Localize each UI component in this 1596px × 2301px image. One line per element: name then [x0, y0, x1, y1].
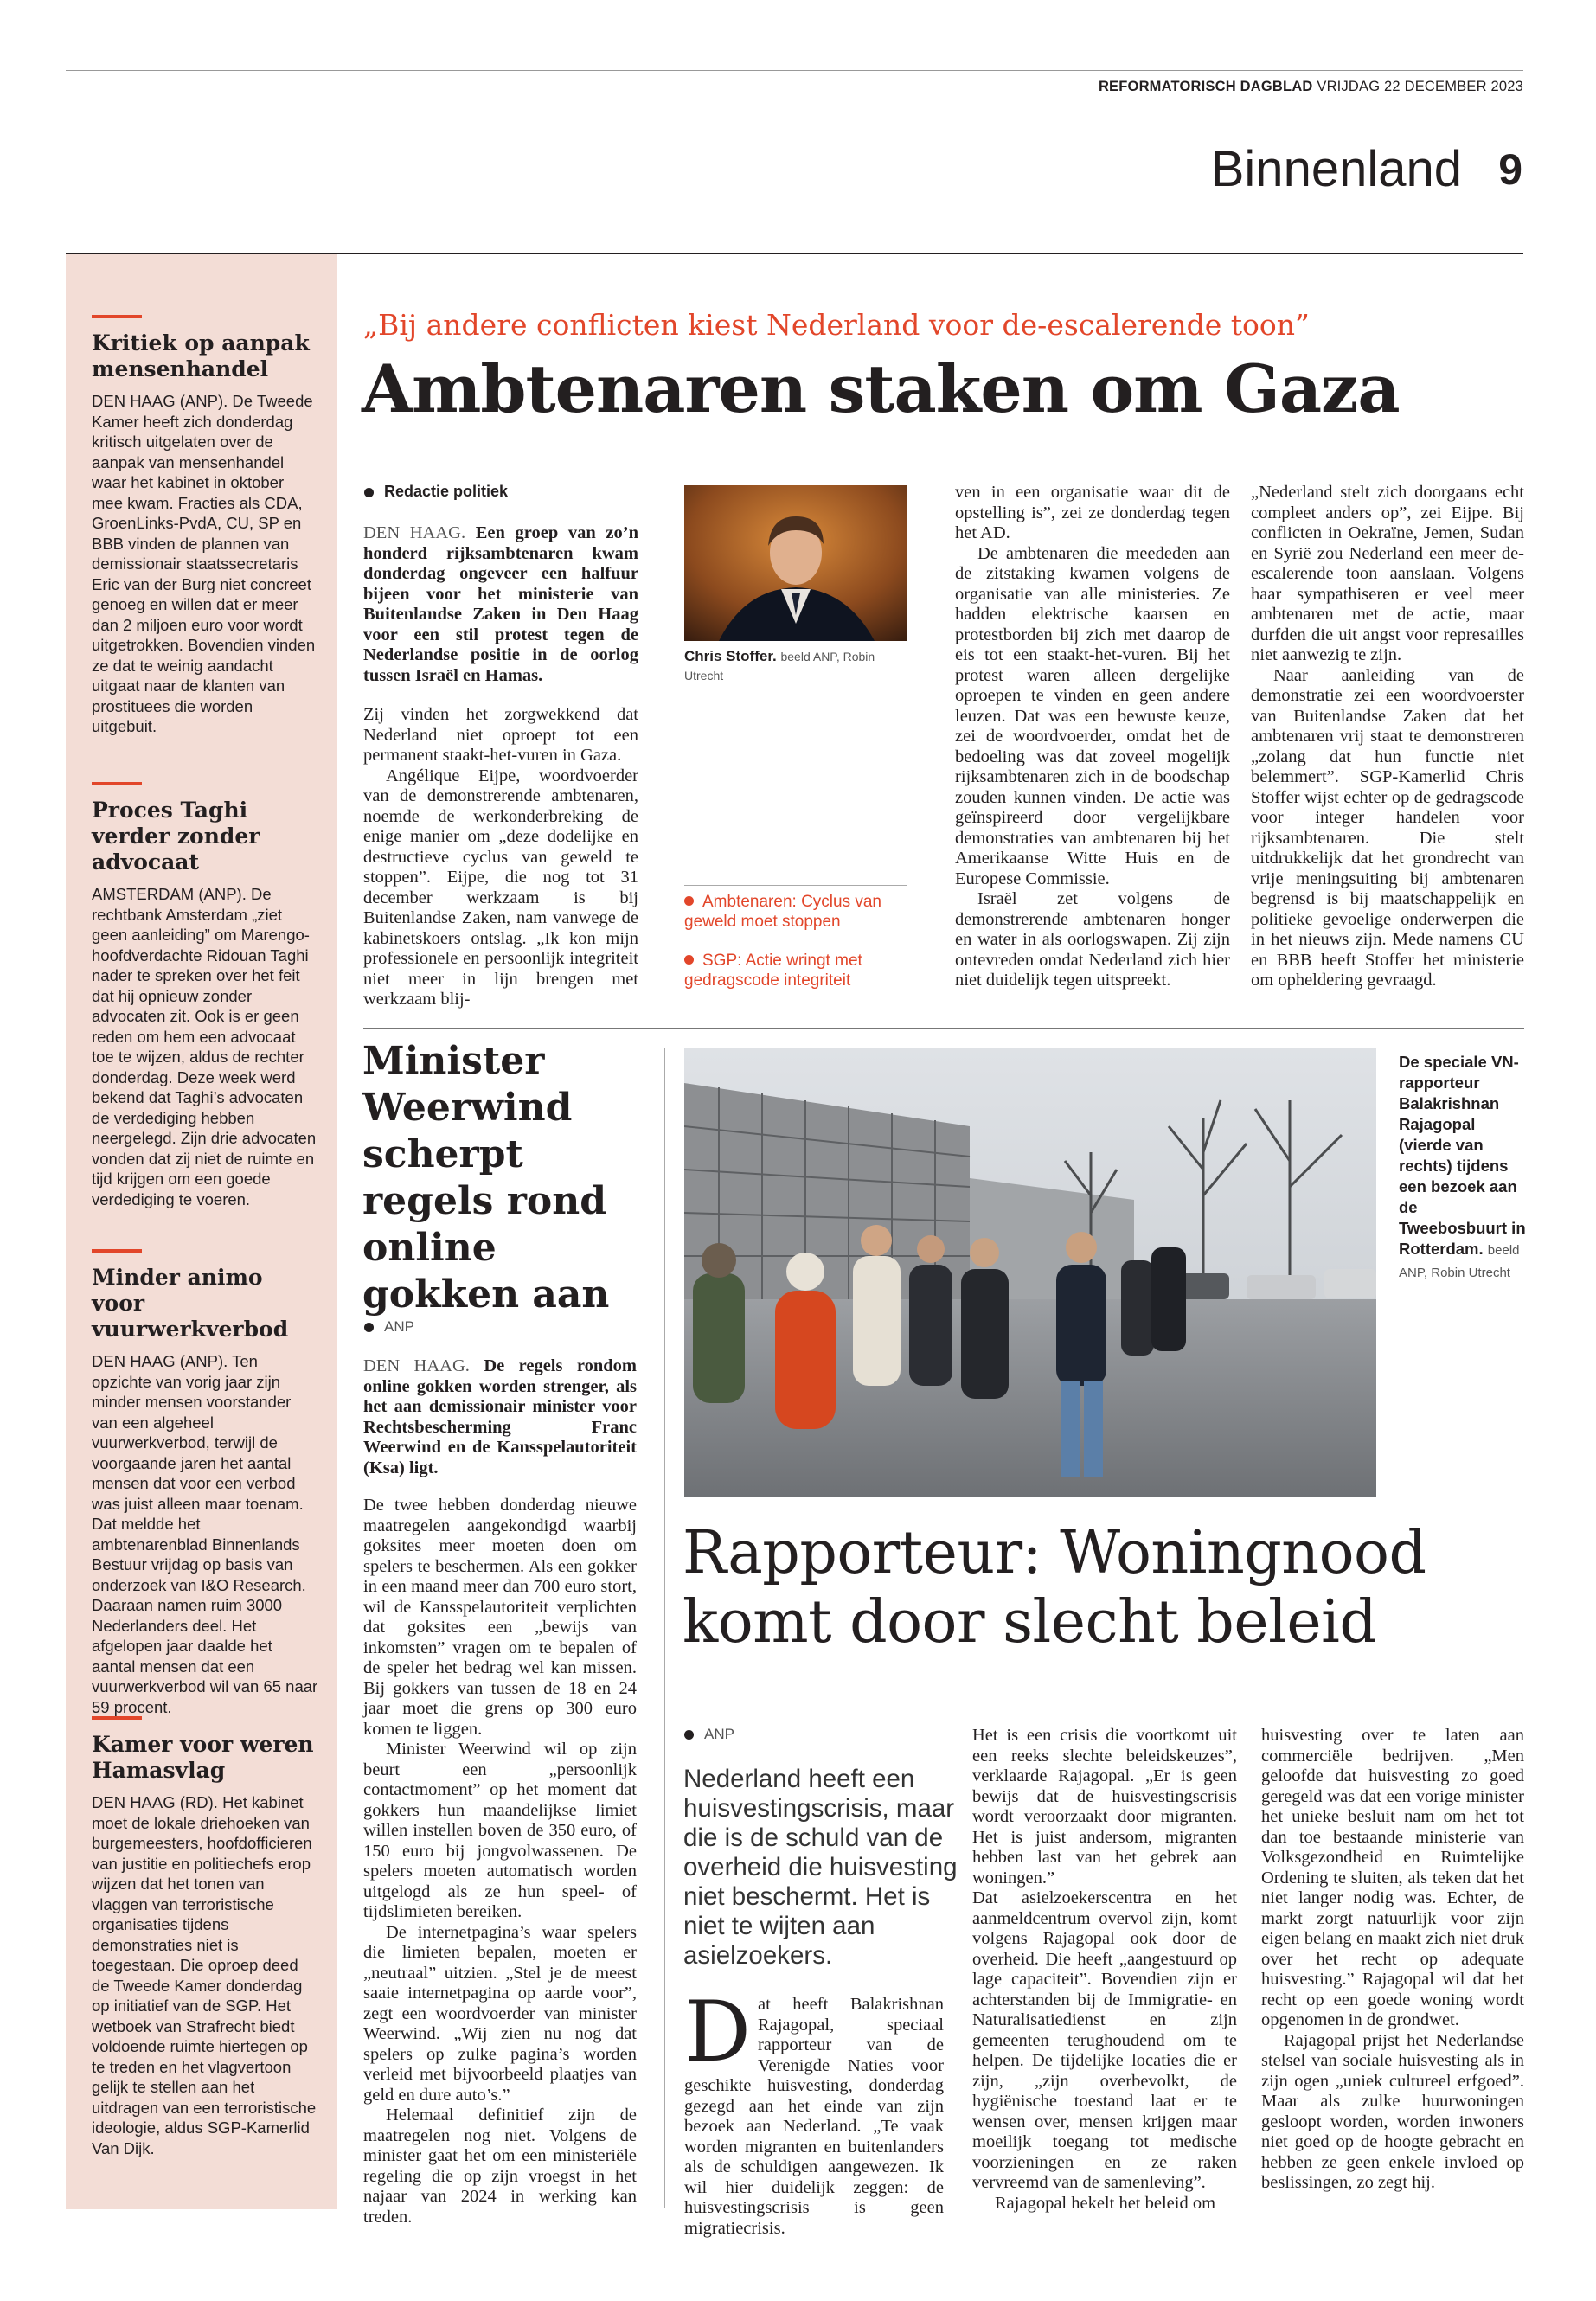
paragraph: „Nederland stelt zich doorgaans echt compleet anders op”, zei Eijpe. Bij conflicten in Oekraïne, Jemen, Sudan en Syrië zou Nederland een meer de-escalerende toon aanslaan. Volgens haar sympathiseren er veel meer ambtenaren met de actie, maar durfden die uit angst voor represailles niet aanwezig te zijn.	[1251, 483, 1524, 664]
article-intro: Nederland heeft een huisvestingscrisis, maar die is de schuld van de overheid die huisvesting niet beschermt. Het is niet te wijten aan asielzoekers.	[683, 1765, 958, 1970]
column-divider	[664, 1048, 665, 2208]
paragraph	[684, 1984, 944, 2239]
article-column	[1251, 483, 1524, 991]
paragraph: Israël zet volgens de demonstrerende ambtenaren honger en water in als oorlogswapen. Zij zijn ontevreden omdat Nederland zich hier niet duidelijk tegen uitspreekt.	[955, 889, 1230, 990]
issue-date: VRIJDAG 22 DECEMBER 2023	[1317, 79, 1523, 94]
sidebar-item	[92, 315, 318, 737]
page-number: 9	[1498, 145, 1522, 194]
street-image	[684, 1048, 1376, 1497]
paragraph: Naar aanleiding van de demonstratie zei een woordvoerster van Buitenlandse Zaken dat het ambtenaren vrij staat te demonstreren „zolang dat hun functie niet belemmert”. SGP-Kamerlid Chris Stoffer wijst echter op de gedragscode voor integer handelen voor rijksambtenaren. Die stelt uitdrukkelijk dat het grondrecht van vrije meningsuiting bij ambtenaren begrensd is bij maatschappelijk en politieke gevoelige onderwerpen die in het nieuws zijn. Mede namens CU en BBB heeft Stoffer het ministerie om opheldering gevraagd.	[1251, 665, 1524, 990]
related-link[interactable]	[684, 951, 907, 990]
paragraph: Minister Weerwind wil op zijn beurt een „persoonlijk contactmoment” op het moment dat gokkers hun maandelijkse limiet willen instellen boven de 350 euro, of 150 euro bij jongvolwassenen. De spelers moeten automatisch worden uitgelogd als ze hun speel- of tijdslimieten bereiken.	[363, 1740, 637, 1921]
article-kicker: „Bij andere conflicten kiest Nederland voor de-escalerende toon”	[363, 308, 1310, 342]
photo-caption	[684, 647, 913, 685]
bullet-icon	[684, 896, 694, 906]
photo-credit: beeld ANP, Robin Utrecht	[1399, 1243, 1520, 1280]
paragraph-text: at heeft Balakrishnan Rajagopal, speciaal rapporteur van de Verenigde Naties voor geschikte huisvesting, donderdag gezegd aan het einde van zijn bezoek aan Nederland. „Te vaak worden migranten en buitenlanders als de schuldigen aangewezen. Ik wil hier duidelijk zeggen: de huisvestingscrisis is geen migratiecrisis.	[684, 1995, 944, 2238]
paragraph: Zij vinden het zorgwekkend dat Nederland niet oproept tot een permanent staakt-het-vuren in Gaza.	[363, 705, 638, 765]
paragraph: ven in een organisatie waar dit de opstelling is”, zei ze donderdag tegen het AD.	[955, 483, 1230, 542]
dateline: DEN HAAG.	[363, 1356, 470, 1375]
paragraph: Helemaal definitief zijn de maatregelen nog niet. Volgens de minister gaat het om een ministeriële regeling die op zijn vroegst in het najaar van 2024 in werking kan treden.	[363, 2106, 637, 2227]
paragraph: Dat asielzoekerscentra en het aanmeldcentrum overvol zijn, komt volgens Rajagopal ook door de overheid. Die heeft „aangestuurd op lage capaciteit”. Bovendien zijn er achterstanden bij de Immigratie- en Naturalisatiedienst en zijn gemeenten terughoudend om te helpen. De tijdelijke locaties die er zijn, „zijn overbevolkt, de hygiënische toestand laat er te wensen over, mensen krijgen maar moeilijk toegang tot medische voorzieningen en ze raken vervreemd van de samenleving”.	[972, 1888, 1237, 2192]
sidebar-item-text: AMSTERDAM (ANP). De rechtbank Amsterdam „ziet geen aanleiding” om Marengo-hoofdverdachte Ridouan Taghi nader te spreken over het feit dat hij opnieuw zonder advocaten zit. Ook is er geen reden om hem een advocaat toe te wijzen, aldus de rechter donderdag. Deze week werd bekend dat Taghi’s advocaten de verdediging hebben neergelegd. Zijn drie advocaten vonden dat zij niet de ruimte en tijd krijgen om een goede verdediging te voeren.	[92, 885, 317, 1208]
paragraph: De internetpagina’s waar spelers die limieten bepalen, moeten er „neutraal” uitzien. „Stel je de meest saaie internetpagina op aarde voor”, zegt een woordvoerder van minister Weerwind. „Wij zien nu nog dat spelers op zulke pagina’s worden verleid met bijvoorbeeld plaatjes van geld en dure auto’s.”	[363, 1922, 637, 2105]
paragraph: De ambtenaren die meededen aan de zitstaking kwamen volgens de organisatie van alle ministeries. Ze hadden elektrische kaarsen en protestborden bij zich met daarop de eis tot een staakt-het-vuren. Bij het protest waren alleen dergelijke oproepen te vinden en geen andere leuzen. Dat was een bewuste keuze, zei de woordvoerder, omdat het de bedoeling was dat zoveel mogelijk rijksambtenaren zich in de boodschap zouden kunnen vinden. De actie was geïnspireerd door vergelijkbare demonstraties van ambtenaren bij het Amerikaanse Witte Huis en de Europese Commissie.	[955, 543, 1230, 888]
bullet-icon	[684, 1730, 694, 1740]
byline	[684, 1726, 734, 1743]
portrait-image	[684, 485, 907, 641]
sidebar-item	[92, 1249, 318, 1717]
article-column	[955, 483, 1230, 991]
masthead-line	[1099, 79, 1523, 95]
dateline: DEN HAAG.	[363, 523, 466, 542]
article-headline: Minister Weerwind scherpt regels rond online gokken aan	[362, 1039, 610, 1317]
bullet-icon	[364, 488, 374, 497]
accent-dash	[92, 782, 142, 785]
byline	[364, 483, 508, 501]
sidebar-item	[92, 782, 318, 1209]
news-sidebar	[66, 254, 337, 2209]
accent-dash	[92, 1249, 142, 1253]
article-column	[684, 1984, 944, 2239]
article-column	[972, 1726, 1237, 2214]
sidebar-item-text: DEN HAAG (ANP). Ten opzichte van vorig jaar zijn minder mensen voorstander van een algeheel vuurwerkverbod, terwijl de voorgaande jaren het aantal mensen dat voor een verbod was juist alleen maar toenam. Dat meldde het ambtenarenblad Binnenlands Bestuur vrijdag op basis van onderzoek van I&O Research. Daaraan namen ruim 3000 Nederlanders deel. Het afgelopen jaar daalde het aantal mensen dat een vuurwerkverbod wil van 65 naar 59 procent.	[92, 1352, 318, 1716]
paragraph: Rajagopal prijst het Nederlandse stelsel van sociale huisvesting als in zijn ogen „uniek cultureel erfgoed”. Maar als zulke huurwoningen gesloopt worden, worden inwoners niet goed op de hoogte gebracht en hebben ze geen enkele invloed op beslissingen, zo zegt hij.	[1261, 2030, 1524, 2192]
sidebar-item-text: DEN HAAG (ANP). De Tweede Kamer heeft zich donderdag kritisch uitgelaten over de aanpak van mensenhandel waar het kabinet in oktober mee kwam. Fracties als CDA, GroenLinks-PvdA, CU, SP en BBB vinden de plannen van demissionair staatssecretaris Eric van der Burg niet concreet genoeg en willen dat er meer dan 2 miljoen euro voor wordt uitgetrokken. Bovendien vinden ze dat te weinig aandacht uitgaat naar de klanten van prostituees die worden uitgebuit.	[92, 392, 316, 735]
related-link-text: SGP: Actie wringt met gedragscode integriteit	[684, 952, 862, 990]
drop-cap: D	[684, 1984, 751, 2080]
byline	[364, 1318, 414, 1336]
paper-name: REFORMATORISCH DAGBLAD	[1098, 79, 1313, 94]
article-headline: Rapporteur: Woningnood komt door slecht beleid	[683, 1519, 1426, 1657]
paragraph: Angélique Eijpe, woordvoerder van de demonstrerende ambtenaren, noemde de werkonderbreking de enige manier om „deze dodelijke en destructieve cyclus van geweld te stoppen”. Eijpe, die nog tot 31 december werkzaam is bij Buitenlandse Zaken, nam vanwege de kabinetskoers ontslag. „Ik kon mijn professionele en persoonlijk integriteit niet meer in lijn brengen met werkzaam blij-	[363, 766, 638, 1009]
byline-text: Redactie politiek	[384, 483, 509, 500]
top-rule	[66, 70, 1523, 71]
article-headline: Ambtenaren staken om Gaza	[362, 350, 1400, 427]
article-column	[1261, 1726, 1524, 2194]
street-photo	[684, 1048, 1376, 1497]
caption-name: Chris Stoffer.	[684, 648, 777, 664]
lead-paragraph	[363, 523, 638, 686]
portrait-photo	[684, 485, 907, 641]
paragraph: huisvesting over te laten aan commerciële bedrijven. „Men geloofde dat huisvesting zo goed geregeld was dat een vorige minister het unieke besluit nam om het tot dan toe bestaande ministerie van Volksgezondheid en Ruimtelijke Ordening te sluiten, als teken dat het niet langer nodig was. Echter, de markt zorgt natuurlijk voor zijn eigen belang en maakt zich niet druk over het recht op adequate huisvesting.” Rajagopal wil dat het recht op een goede woning wordt opgenomen in de grondwet.	[1261, 1726, 1524, 2029]
sidebar-item-title: Kamer voor weren Hamasvlag	[92, 1732, 314, 1783]
related-link[interactable]	[684, 892, 907, 932]
section-title: Binnenland	[1210, 141, 1462, 197]
sidebar-item-title: Minder animo voor vuurwerkverbod	[92, 1265, 289, 1342]
paragraph: Rajagopal hekelt het beleid om	[995, 2193, 1216, 2213]
sidebar-item	[92, 1716, 318, 2158]
paragraph: De twee hebben donderdag nieuwe maatregelen aangekondigd waarbij goksites meer moeten doen om spelers te beschermen. Als een gokker in een maand meer dan 700 euro stort, wil de Kansspelautoriteit verplichten dat goksites een „bewijs van inkomsten” vragen om te bepalen of de speler het bedrag wel kan missen. Bij gokkers van tussen de 18 en 24 jaar moet die grens op 300 euro komen te liggen.	[363, 1496, 637, 1739]
lead-paragraph	[363, 1356, 637, 1478]
byline-text: ANP	[384, 1318, 414, 1335]
accent-dash	[92, 315, 142, 318]
bullet-icon	[684, 955, 694, 965]
lead-text: De regels rondom online gokken worden strenger, als het aan demissionair minister voor Rechtsbescherming Franc Weerwind en de Kansspelautoriteit (Ksa) ligt.	[363, 1356, 637, 1477]
bullet-icon	[364, 1323, 374, 1332]
article-column	[363, 1356, 637, 2227]
byline-text: ANP	[704, 1726, 734, 1742]
related-link-text: Ambtenaren: Cyclus van geweld moet stoppen	[684, 893, 881, 931]
photo-caption	[1399, 1052, 1527, 1284]
paragraph: Het is een crisis die voortkomt uit een reeks slechte beleidskeuzes”, verklaarde Rajagopal. „Er is geen bewijs dat de huisvestingscrisis wordt veroorzaakt door migranten. Het is juist andersom, migranten hebben last van het gebrek aan woningen.”	[972, 1726, 1237, 1888]
caption-text: De speciale VN-rapporteur Balakrishnan Rajagopal (vierde van rechts) tijdens een bezoek aan de Tweebosbuurt in Rotterdam.	[1399, 1053, 1526, 1258]
accent-dash	[92, 1716, 142, 1720]
article-column	[363, 523, 638, 1010]
article-divider	[363, 1028, 1524, 1029]
lead-text: Een groep van zo’n honderd rijksambtenaren kwam donderdag ongeveer een halfuur bijeen voor het ministerie van Buitenlandse Zaken in Den Haag voor een stil protest tegen de Nederlandse positie in de oorlog tussen Israël en Hamas.	[363, 523, 638, 685]
sidebar-item-title: Proces Taghi verder zonder advocaat	[92, 798, 260, 875]
photo-credit: beeld ANP, Robin Utrecht	[684, 650, 875, 683]
sidebar-item-text: DEN HAAG (RD). Het kabinet moet de lokale driehoeken van burgemeesters, hoofdofficieren van justitie en politiechefs erop wijzen dat het tonen van vlaggen van terroristische organisaties tijdens demonstraties niet is toegestaan. Die oproep deed de Tweede Kamer donderdag op initiatief van de SGP. Het wetboek van Strafrecht biedt voldoende ruimte hiertegen op te treden en het vlagvertoon gelijk te stellen aan het uitdragen van een terroristische ideologie, aldus SGP-Kamerlid Van Dijk.	[92, 1793, 317, 2157]
related-rule	[684, 885, 907, 886]
sidebar-item-title: Kritiek op aanpak mensenhandel	[92, 330, 310, 381]
